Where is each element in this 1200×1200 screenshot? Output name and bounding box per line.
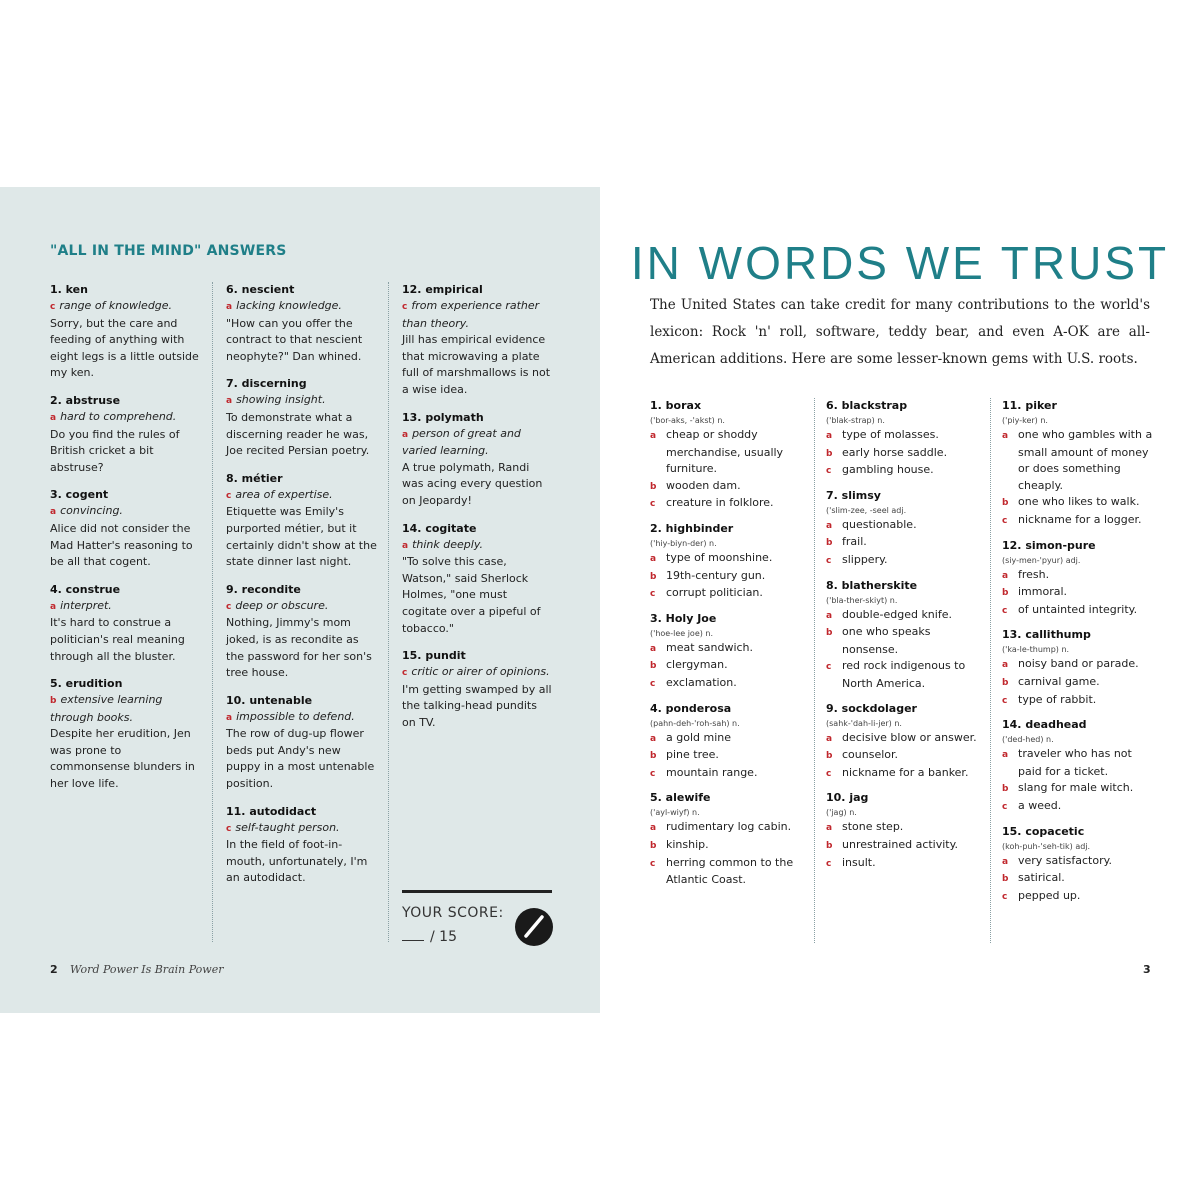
option-letter: a	[1002, 856, 1009, 867]
quiz-entry	[826, 790, 986, 872]
quiz-entry	[826, 701, 986, 783]
option-text: one who gambles with a small amount of money or does something cheaply.	[1018, 428, 1153, 492]
answer-example: In the field of foot-in-mouth, unfortunately, I'm an autodidact.	[226, 838, 368, 885]
answer-letter: b	[50, 696, 57, 707]
column-divider	[814, 398, 815, 943]
pencil-icon	[515, 908, 553, 946]
option-text: rudimentary log cabin.	[666, 820, 792, 834]
answer-definition: critic or airer of opinions.	[411, 665, 550, 679]
quiz-option	[650, 568, 810, 586]
answer-letter: c	[402, 668, 408, 679]
quiz-option	[650, 855, 810, 889]
quiz-word: 13. callithump	[1002, 628, 1091, 642]
quiz-option	[1002, 512, 1154, 530]
quiz-option	[650, 478, 810, 496]
option-letter: a	[826, 431, 833, 441]
quiz-pronunciation: ('hiy-biyn-der) n.	[650, 538, 717, 548]
answers-column-2	[226, 282, 378, 898]
answer-letter: c	[402, 302, 408, 312]
quiz-option	[1002, 567, 1154, 585]
answer-definition: lacking knowledge.	[236, 299, 342, 312]
option-letter: b	[826, 751, 833, 762]
quiz-word: 8. blatherskite	[826, 578, 918, 592]
answer-definition-line	[402, 537, 554, 555]
quiz-entry	[1002, 824, 1154, 906]
answer-definition-line	[50, 598, 200, 616]
column-divider	[212, 282, 213, 942]
page-title: IN WORDS WE TRUST	[630, 237, 1170, 289]
quiz-option	[650, 640, 810, 658]
running-footer: Word Power Is Brain Power	[70, 963, 224, 976]
answer-definition: convincing.	[60, 504, 123, 518]
answer-letter: a	[226, 712, 233, 723]
answer-entry	[226, 282, 378, 365]
quiz-entry	[1002, 717, 1154, 815]
quiz-pronunciation: ('bor-aks, -'akst) n.	[650, 416, 725, 425]
option-text: noisy band or parade.	[1018, 657, 1139, 671]
quiz-option	[826, 730, 986, 748]
answer-example: To demonstrate what a discerning reader he was, Joe recited Persian poetry.	[226, 410, 370, 458]
option-text: pine tree.	[666, 748, 719, 762]
quiz-pronunciation: ('bla-ther-skiyt) n.	[826, 595, 898, 605]
answer-entry	[402, 410, 554, 510]
answer-example: Alice did not consider the Mad Hatter's reasoning to be all that cogent.	[50, 521, 193, 569]
answer-entry	[50, 487, 200, 570]
quiz-entry	[1002, 398, 1154, 530]
answer-example: Sorry, but the care and feeding of anything with eight legs is a little outside my ken.	[50, 316, 199, 380]
answer-example: Do you find the rules of British cricket a bit abstruse?	[50, 427, 180, 474]
option-letter: a	[826, 823, 833, 834]
quiz-option	[1002, 656, 1154, 674]
answer-word: 15. pundit	[402, 649, 466, 663]
option-text: a weed.	[1018, 798, 1062, 812]
column-divider	[388, 282, 389, 942]
quiz-option	[650, 657, 810, 675]
quiz-column-1	[650, 398, 810, 897]
option-letter: b	[1002, 588, 1009, 599]
quiz-entry	[1002, 538, 1154, 620]
quiz-option	[826, 445, 986, 463]
option-letter: c	[826, 662, 832, 673]
quiz-entry	[650, 790, 810, 888]
quiz-option	[650, 730, 810, 748]
option-letter: c	[1002, 801, 1008, 812]
quiz-option	[826, 517, 986, 535]
option-text: creature in folklore.	[666, 496, 774, 510]
option-text: slang for male witch.	[1018, 781, 1134, 795]
quiz-entry	[1002, 627, 1154, 709]
answer-definition: hard to comprehend.	[60, 409, 177, 423]
option-text: wooden dam.	[666, 478, 741, 492]
answer-entry	[50, 393, 200, 476]
quiz-option	[1002, 584, 1154, 602]
answer-entry	[50, 582, 200, 665]
answer-word: 5. erudition	[50, 677, 123, 691]
score-label: YOUR SCORE:	[402, 905, 504, 921]
answers-title	[50, 243, 287, 259]
quiz-option	[650, 675, 810, 693]
answer-definition-line	[402, 298, 554, 332]
score-box	[402, 890, 552, 950]
option-text: questionable.	[842, 517, 917, 531]
option-letter: c	[1002, 605, 1008, 616]
quiz-option	[650, 427, 810, 478]
answer-entry	[226, 693, 378, 793]
answer-word: 12. empirical	[402, 283, 483, 296]
option-letter: b	[826, 628, 833, 639]
quiz-option	[1002, 780, 1154, 798]
answer-definition-line	[226, 487, 378, 505]
quiz-option	[650, 819, 810, 837]
quiz-pronunciation: (pahn-deh-'roh-sah) n.	[650, 718, 740, 728]
quiz-option	[826, 765, 986, 783]
quiz-pronunciation: ('ayl-wiyf) n.	[650, 808, 700, 818]
answers-title-rest: ANSWERS	[206, 243, 287, 259]
quiz-pronunciation: (sahk-'dah-li-jer) n.	[826, 718, 902, 728]
option-text: stone step.	[842, 820, 904, 834]
answer-word: 14. cogitate	[402, 521, 477, 535]
option-text: fresh.	[1018, 567, 1050, 581]
answer-word: 7. discerning	[226, 377, 307, 391]
answer-word: 1. ken	[50, 283, 88, 296]
answer-entry	[402, 282, 554, 399]
answer-example: A true polymath, Randi was acing every question on Jeopardy!	[402, 460, 543, 507]
option-letter: a	[650, 733, 657, 744]
answer-entry	[50, 676, 200, 793]
option-text: mountain range.	[666, 765, 758, 779]
quiz-word: 10. jag	[826, 791, 869, 805]
answer-definition-line	[402, 426, 554, 460]
option-text: a gold mine	[666, 730, 731, 744]
answer-letter: a	[226, 396, 233, 407]
answer-entry	[226, 471, 378, 571]
answer-definition: deep or obscure.	[235, 598, 329, 612]
quiz-column-2	[826, 398, 986, 880]
answer-entry	[226, 804, 378, 887]
quiz-word: 9. sockdolager	[826, 701, 917, 715]
option-text: slippery.	[842, 552, 888, 566]
page-number-right: 3	[1143, 963, 1151, 976]
answer-word: 9. recondite	[226, 582, 301, 596]
quiz-option	[1002, 798, 1154, 816]
answer-example: I'm getting swamped by all the talking-head pundits on TV.	[402, 682, 552, 729]
answer-entry	[402, 648, 554, 731]
answer-entry	[50, 282, 200, 382]
answer-letter: c	[226, 490, 232, 501]
quiz-entry	[826, 398, 986, 480]
option-letter: a	[650, 823, 657, 834]
option-letter: b	[826, 448, 833, 459]
option-text: corrupt politician.	[666, 586, 763, 600]
quiz-entry	[650, 398, 810, 513]
quiz-option	[826, 427, 986, 445]
option-letter: c	[650, 768, 656, 779]
answer-letter: c	[226, 601, 232, 612]
quiz-word: 3. Holy Joe	[650, 611, 717, 625]
option-letter: b	[1002, 874, 1009, 885]
quiz-option	[1002, 692, 1154, 710]
option-letter: a	[1002, 660, 1009, 671]
answer-example: Nothing, Jimmy's mom joked, is as recondite as the password for her son's tree house.	[226, 616, 372, 680]
answer-letter: a	[402, 429, 409, 440]
quiz-option	[1002, 853, 1154, 871]
answer-definition-line	[226, 298, 378, 316]
quiz-pronunciation: (siy-men-'pyur) adj.	[1002, 555, 1081, 565]
option-letter: a	[826, 733, 833, 744]
option-letter: c	[826, 466, 832, 477]
quiz-option	[826, 624, 986, 658]
answer-definition: interpret.	[60, 598, 112, 612]
answer-definition-line	[226, 709, 378, 727]
quiz-option	[1002, 602, 1154, 620]
option-text: nickname for a banker.	[842, 765, 969, 779]
option-letter: b	[1002, 677, 1009, 688]
answer-definition: showing insight.	[236, 393, 326, 407]
quiz-pronunciation: ('piy-ker) n.	[1002, 416, 1048, 425]
quiz-pronunciation: ('slim-zee, -seel adj.	[826, 505, 907, 515]
answer-word: 11. autodidact	[226, 804, 317, 818]
quiz-word: 14. deadhead	[1002, 718, 1087, 732]
answer-definition-line	[402, 664, 554, 682]
quiz-option	[826, 747, 986, 765]
answer-definition: person of great and varied learning.	[402, 426, 521, 458]
quiz-option	[1002, 494, 1154, 512]
answer-example: The row of dug-up flower beds put Andy's new puppy in a most untenable position.	[226, 727, 375, 791]
option-letter: c	[826, 858, 832, 869]
quiz-option	[826, 658, 986, 692]
answer-definition-line	[226, 598, 378, 616]
quiz-word: 6. blackstrap	[826, 399, 908, 412]
quiz-option	[1002, 674, 1154, 692]
answer-definition-line	[50, 692, 200, 726]
quiz-option	[650, 765, 810, 783]
quiz-word: 15. copacetic	[1002, 824, 1085, 838]
option-text: gambling house.	[842, 463, 934, 477]
answer-word: 6. nescient	[226, 283, 295, 296]
option-letter: c	[650, 678, 656, 689]
quiz-option	[826, 819, 986, 837]
page-number-left: 2	[50, 963, 58, 976]
answer-letter: c	[50, 302, 56, 312]
quiz-word: 11. piker	[1002, 399, 1057, 412]
option-text: counselor.	[842, 748, 899, 762]
option-text: traveler who has not paid for a ticket.	[1018, 747, 1132, 778]
quiz-word: 4. ponderosa	[650, 701, 732, 715]
answer-definition: range of knowledge.	[59, 299, 173, 312]
option-letter: a	[650, 643, 657, 654]
option-text: early horse saddle.	[842, 445, 948, 459]
answer-definition: from experience rather than theory.	[402, 299, 540, 330]
answer-word: 3. cogent	[50, 488, 109, 502]
answer-definition: self-taught person.	[235, 820, 340, 834]
option-letter: c	[650, 589, 656, 600]
quiz-entry	[826, 578, 986, 693]
score-rule	[402, 890, 552, 893]
answer-letter: c	[226, 823, 232, 834]
option-letter: a	[826, 610, 833, 621]
option-letter: b	[1002, 498, 1009, 509]
answer-example: It's hard to construe a politician's real meaning through all the bluster.	[50, 616, 185, 663]
answer-word: 10. untenable	[226, 693, 313, 707]
answer-definition: think deeply.	[412, 537, 483, 551]
answer-entry	[402, 521, 554, 638]
answer-definition: extensive learning through books.	[50, 693, 163, 724]
quiz-word: 12. simon-pure	[1002, 538, 1096, 552]
option-text: kinship.	[666, 837, 709, 851]
quiz-entry	[650, 701, 810, 783]
quiz-word: 5. alewife	[650, 791, 711, 805]
quiz-word: 2. highbinder	[650, 521, 734, 535]
quiz-pronunciation: ('ka-le-thump) n.	[1002, 645, 1070, 655]
quiz-option	[1002, 870, 1154, 888]
quiz-pronunciation: ('ded-hed) n.	[1002, 735, 1054, 745]
answer-example: Despite her erudition, Jen was prone to commonsense blunders in her love life.	[50, 727, 195, 791]
quiz-pronunciation: ('blak-strap) n.	[826, 416, 885, 425]
quiz-option	[826, 534, 986, 552]
option-text: exclamation.	[666, 675, 737, 689]
quiz-option	[826, 552, 986, 570]
option-text: one who speaks nonsense.	[842, 625, 931, 656]
option-letter: b	[650, 481, 657, 492]
quiz-option	[1002, 746, 1154, 780]
option-letter: b	[650, 840, 657, 851]
option-letter: b	[826, 840, 833, 851]
answer-letter: a	[50, 507, 57, 518]
option-text: carnival game.	[1018, 674, 1100, 688]
quiz-option	[826, 855, 986, 873]
answer-example: "How can you offer the contract to that nescient neophyte?" Dan whined.	[226, 316, 363, 363]
answer-word: 8. métier	[226, 471, 283, 485]
answer-letter: a	[402, 540, 409, 551]
option-text: very satisfactory.	[1018, 853, 1113, 867]
quiz-option	[650, 550, 810, 568]
answer-example: "To solve this case, Watson," said Sherlock Holmes, "one must cogitate over a pipeful of tobacco."	[402, 555, 541, 635]
answer-entry	[226, 376, 378, 459]
option-letter: b	[1002, 784, 1009, 795]
quiz-option	[650, 837, 810, 855]
quiz-pronunciation: ('jag) n.	[826, 808, 857, 818]
option-text: one who likes to walk.	[1018, 495, 1140, 509]
quiz-option	[1002, 427, 1154, 494]
score-total-value: / 15	[430, 929, 457, 945]
option-text: of untainted integrity.	[1018, 602, 1138, 616]
quiz-option	[650, 495, 810, 513]
column-divider	[990, 398, 991, 943]
option-text: type of moonshine.	[666, 550, 773, 564]
answer-letter: a	[50, 412, 57, 423]
score-blank	[402, 940, 424, 941]
quiz-entry	[650, 611, 810, 693]
option-text: meat sandwich.	[666, 640, 754, 654]
quiz-option	[826, 462, 986, 480]
option-letter: a	[1002, 750, 1009, 761]
option-letter: c	[650, 858, 656, 869]
answer-word: 13. polymath	[402, 410, 484, 424]
option-text: unrestrained activity.	[842, 837, 959, 851]
answer-definition-line	[50, 503, 200, 521]
option-letter: c	[1002, 515, 1008, 526]
option-text: pepped up.	[1018, 888, 1081, 902]
option-text: herring common to the Atlantic Coast.	[666, 855, 794, 887]
answer-example: Jill has empirical evidence that microwaving a plate full of marshmallows is not a wise idea.	[402, 333, 551, 396]
option-letter: b	[650, 751, 657, 762]
quiz-option	[650, 585, 810, 603]
option-text: satirical.	[1018, 871, 1065, 885]
answer-definition: area of expertise.	[235, 487, 333, 501]
option-text: type of molasses.	[842, 428, 939, 441]
answer-definition-line	[50, 298, 200, 316]
answer-definition-line	[226, 820, 378, 838]
answer-entry	[226, 582, 378, 682]
answer-letter: a	[226, 302, 233, 312]
answer-word: 4. construe	[50, 582, 121, 596]
option-text: clergyman.	[666, 658, 728, 672]
quiz-word: 1. borax	[650, 399, 702, 412]
option-letter: c	[1002, 695, 1008, 706]
answer-example: Etiquette was Emily's purported métier, but it certainly didn't show at the state dinner last night.	[226, 505, 377, 569]
answers-title-quote: "ALL IN THE MIND"	[50, 243, 202, 259]
option-letter: c	[1002, 891, 1008, 902]
intro-paragraph: The United States can take credit for many contributions to the world's lexicon: Rock 'n' roll, software, teddy bear, and even A-OK are all-American additions. Here are some lesser-known gems with U.S. roots.	[650, 297, 1150, 367]
option-text: type of rabbit.	[1018, 692, 1097, 706]
option-letter: a	[1002, 431, 1009, 441]
option-text: insult.	[842, 855, 876, 869]
option-letter: b	[650, 571, 657, 582]
option-letter: a	[650, 553, 657, 564]
answer-definition-line	[50, 409, 200, 427]
quiz-word: 7. slimsy	[826, 488, 881, 502]
quiz-pronunciation: ('hoe-lee joe) n.	[650, 628, 714, 638]
option-text: nickname for a logger.	[1018, 512, 1142, 526]
answer-letter: a	[50, 601, 57, 612]
option-text: double-edged knife.	[842, 607, 952, 621]
answer-definition: impossible to defend.	[236, 709, 355, 723]
quiz-option	[826, 607, 986, 625]
score-total	[402, 929, 457, 945]
option-text: immoral.	[1018, 585, 1068, 599]
quiz-column-3	[1002, 398, 1154, 913]
quiz-pronunciation: (koh-puh-'seh-tik) adj.	[1002, 841, 1091, 851]
answers-column-1	[50, 282, 200, 804]
answers-page	[0, 187, 600, 1013]
option-text: cheap or shoddy merchandise, usually furniture.	[666, 428, 784, 476]
option-text: frail.	[842, 535, 867, 549]
option-letter: a	[650, 431, 657, 441]
answer-word: 2. abstruse	[50, 393, 121, 407]
option-letter: c	[826, 768, 832, 779]
option-letter: c	[650, 499, 656, 510]
quiz-entry	[650, 521, 810, 603]
option-text: decisive blow or answer.	[842, 730, 977, 744]
option-letter: b	[826, 538, 833, 549]
quiz-option	[650, 747, 810, 765]
option-letter: a	[826, 520, 833, 531]
option-text: red rock indigenous to North America.	[842, 659, 966, 690]
option-letter: a	[1002, 570, 1009, 581]
option-letter: c	[826, 555, 832, 566]
answers-column-3	[402, 282, 554, 742]
option-letter: b	[650, 661, 657, 672]
quiz-entry	[826, 488, 986, 570]
option-text: 19th-century gun.	[666, 568, 766, 582]
quiz-option	[1002, 888, 1154, 906]
quiz-option	[826, 837, 986, 855]
answer-definition-line	[226, 392, 378, 410]
